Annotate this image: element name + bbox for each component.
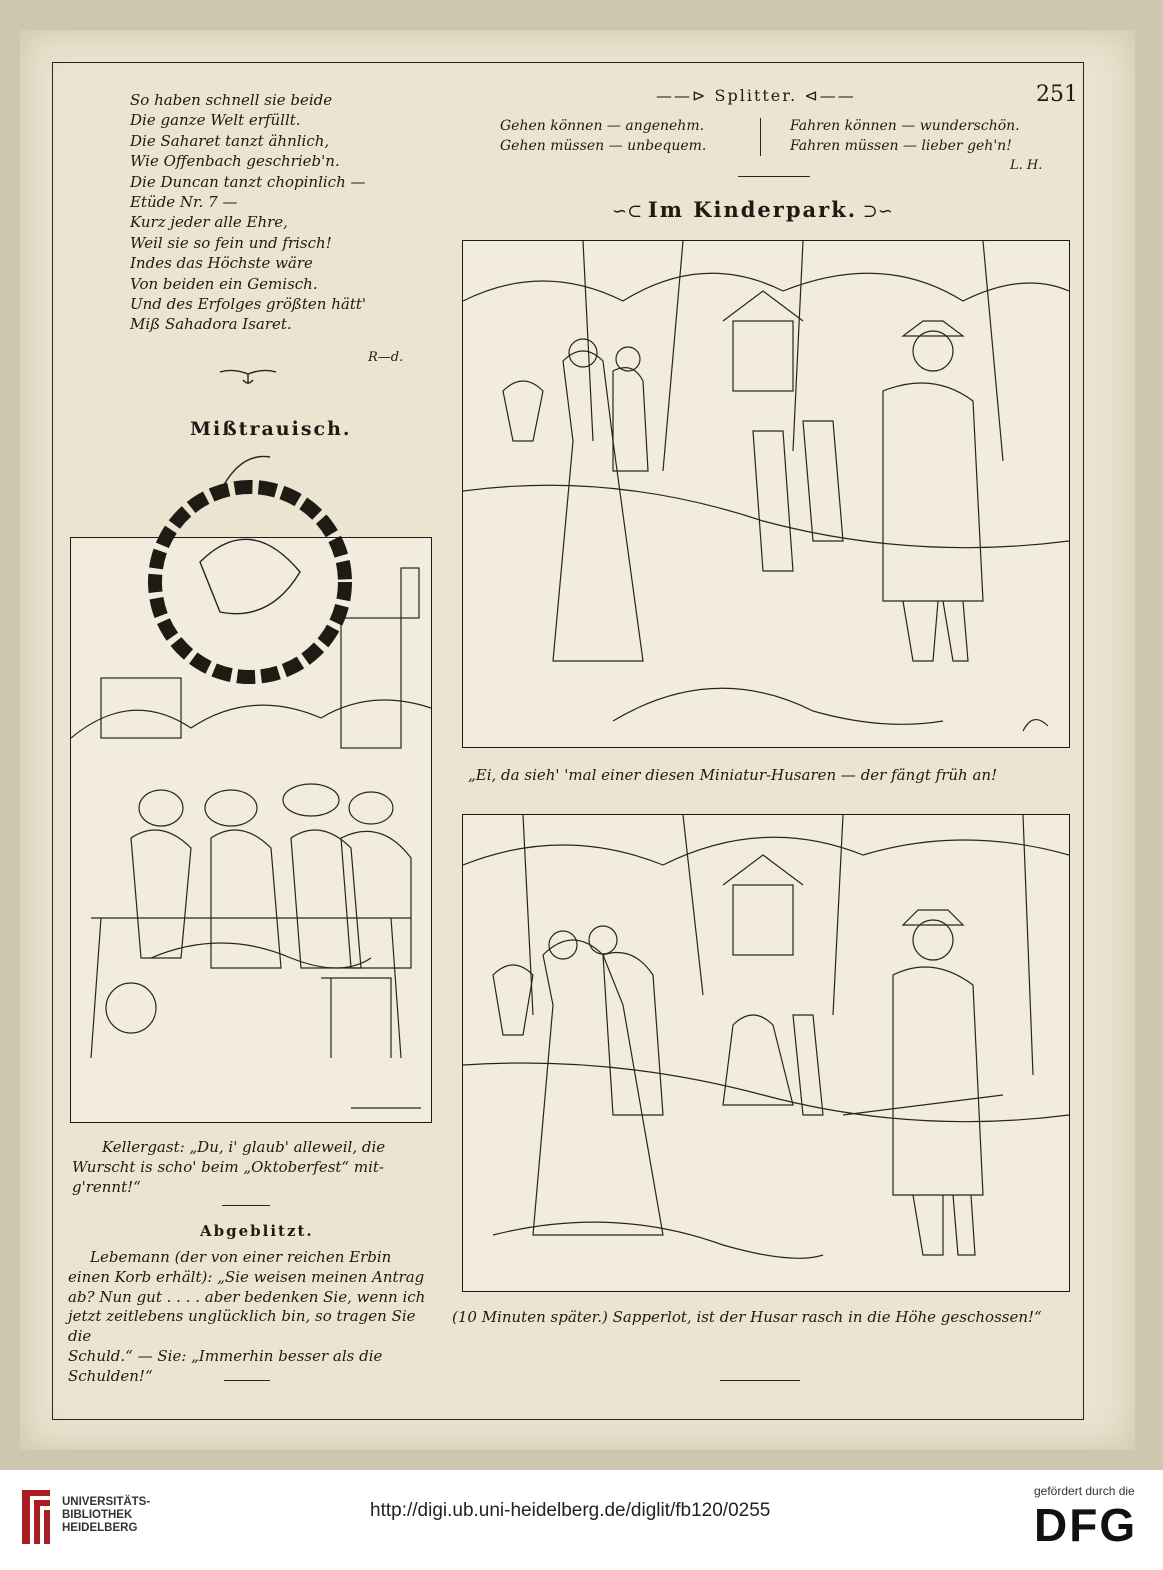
poem-line: Und des Erfolges größten hätt' xyxy=(130,295,367,314)
library-name-line: HEIDELBERG xyxy=(62,1522,138,1534)
splitter-right-line: Fahren müssen — lieber geh'n! xyxy=(790,138,1012,154)
poem-line: Indes das Höchste wäre xyxy=(130,254,313,273)
illustration-park-top xyxy=(462,240,1070,748)
splitter-column-divider xyxy=(760,118,761,156)
divider xyxy=(738,176,810,177)
poem-line: Die Saharet tanzt ähnlich, xyxy=(130,131,330,150)
divider xyxy=(224,1380,270,1381)
poem-line: Kurz jeder alle Ehre, xyxy=(130,213,288,232)
kinderpark-title: Im Kinderpark. xyxy=(647,197,858,222)
text-line: jetzt zeitlebens unglücklich bin, so tragen Sie die xyxy=(68,1307,416,1346)
misstrauisch-title: Mißtrauisch. xyxy=(190,418,352,440)
library-name-line: UNIVERSITÄTS- xyxy=(62,1496,151,1508)
kinderpark-caption-top: „Ei, da sieh' 'mal einer diesen Miniatur-Husaren — der fängt früh an! xyxy=(468,766,998,784)
illustration-park-bottom xyxy=(462,814,1070,1292)
library-name xyxy=(62,1496,150,1535)
permalink-url[interactable]: http://digi.ub.uni-heidelberg.de/diglit/fb120/0255 xyxy=(370,1500,771,1521)
library-logo-icon xyxy=(20,1486,54,1548)
divider xyxy=(720,1380,800,1381)
text-line: Lebemann (der von einer reichen Erbin xyxy=(90,1248,392,1266)
caption-line: Kellergast: „Du, i' glaub' alleweil, die xyxy=(102,1138,386,1156)
caption-line: g'rennt!“ xyxy=(72,1177,141,1196)
splitter-signature: L. H. xyxy=(1010,158,1043,173)
splitter-header: ——⊳ Splitter. ⊲—— xyxy=(656,86,856,105)
misstrauisch-caption xyxy=(72,1138,430,1197)
splitter-title: Splitter. xyxy=(714,86,798,105)
poem-line: Weil sie so fein und frisch! xyxy=(130,233,332,252)
footer-bar xyxy=(0,1470,1163,1570)
text-line: einen Korb erhält): „Sie weisen meinen Antrag xyxy=(68,1267,425,1286)
poem-line: Wie Offenbach geschrieb'n. xyxy=(130,152,340,171)
funded-by-label: gefördert durch die xyxy=(1034,1484,1135,1498)
splitter-left-line: Gehen müssen — unbequem. xyxy=(500,138,707,154)
poem-line: Etüde Nr. 7 — xyxy=(130,193,238,212)
library-name-line: BIBLIOTHEK xyxy=(62,1509,133,1521)
caption-line: Wurscht is scho' beim „Oktoberfest“ mit- xyxy=(72,1157,384,1176)
abgeblitzt-title: Abgeblitzt. xyxy=(200,1222,314,1240)
page-number: 251 xyxy=(1036,82,1078,107)
kinderpark-caption-bottom: (10 Minuten später.) Sapperlot, ist der Husar rasch in die Höhe geschossen!“ xyxy=(452,1308,1042,1326)
divider xyxy=(222,1205,270,1206)
poem-line: Die ganze Welt erfüllt. xyxy=(130,111,301,130)
poem xyxy=(130,90,366,335)
kinderpark-header: ∽⊂ Im Kinderpark. ⊃∽ xyxy=(612,197,893,222)
poem-line: Miß Sahadora Isaret. xyxy=(130,315,292,334)
poem-line: Von beiden ein Gemisch. xyxy=(130,274,318,293)
ornament-icon xyxy=(218,366,278,388)
abgeblitzt-text xyxy=(68,1248,430,1387)
dfg-logo: DFG xyxy=(1034,1499,1138,1551)
text-line: Schulden!“ xyxy=(68,1366,153,1385)
poem-line: So haben schnell sie beide xyxy=(130,91,333,109)
poem-signature: R—d. xyxy=(368,350,404,365)
text-line: ab? Nun gut . . . . aber bedenken Sie, wenn ich xyxy=(68,1287,426,1306)
splitter-right-line: Fahren können — wunderschön. xyxy=(790,118,1020,134)
poem-line: Die Duncan tanzt chopinlich — xyxy=(130,172,366,191)
text-line: Schuld.“ — Sie: „Immerhin besser als die xyxy=(68,1346,383,1365)
splitter-left-line: Gehen können — angenehm. xyxy=(500,118,705,134)
sausage-ring-illustration xyxy=(130,452,370,712)
